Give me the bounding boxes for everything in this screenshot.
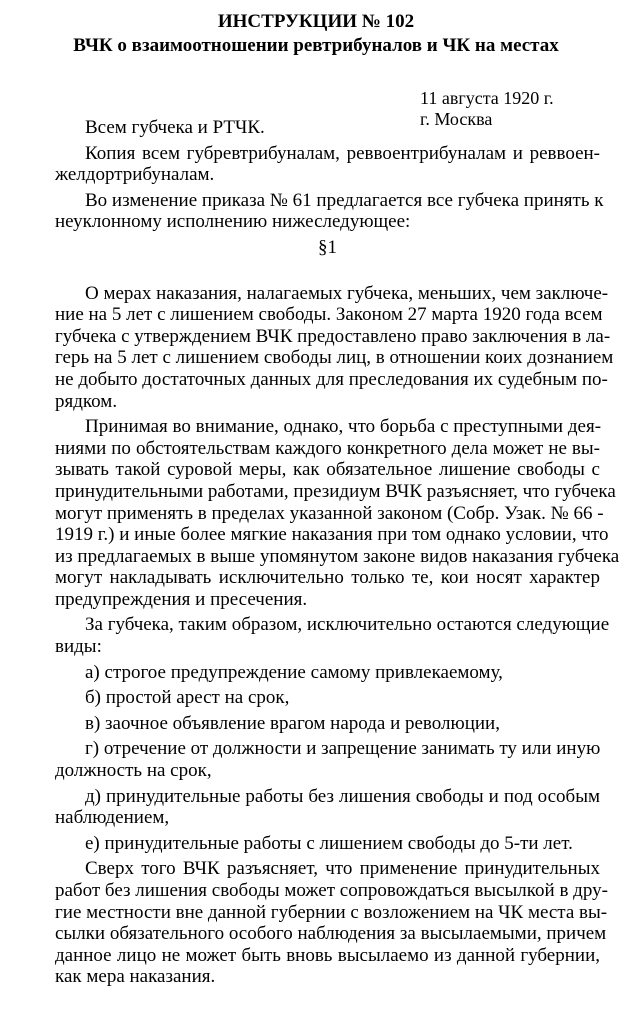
text-line: ние на 5 лет с лишением свободы. Законом 27 марта 1920 года всем	[55, 304, 603, 326]
paragraph	[55, 416, 620, 610]
paragraph	[55, 614, 610, 658]
text-line: ниями по обстоятельствам каждого конкретного дела может не вы-	[55, 437, 600, 459]
paragraph	[55, 833, 600, 855]
text-line: желдортрибуналам.	[55, 164, 215, 186]
text-line: не добыто достаточных данных для преследования их судебным по-	[55, 368, 608, 390]
text-line: Принимая во внимание, однако, что борьба с преступными дея-	[85, 416, 602, 438]
text-line: должность на срок,	[55, 760, 212, 782]
text-line: принудительными работами, президиум ВЧК разъясняет, что губчека	[55, 480, 616, 502]
text-line: неуклонному исполнению нижеследующее:	[55, 211, 411, 233]
paragraph	[55, 282, 614, 413]
text-line: д) принудительные работы без лишения свободы и под особым	[85, 785, 600, 807]
text-line: За губчека, таким образом, исключительно остаются следующие	[85, 614, 610, 636]
paragraph	[55, 189, 604, 233]
text-line: Копия всем губревтрибуналам, реввоентрибуналам и реввоен-	[85, 142, 600, 164]
document-title: ИНСТРУКЦИИ № 102	[217, 11, 415, 32]
text-line: герь на 5 лет с лишением свободы лиц, в отношении коих дознанием	[55, 347, 614, 369]
text-line: работ без лишения свободы может сопровождаться высылкой в дру-	[55, 880, 608, 901]
paragraph	[55, 738, 600, 781]
document-date: 11 августа 1920 г.	[420, 88, 554, 108]
section-heading	[55, 237, 600, 259]
text-line: в) заочное объявление врагом народа и революции,	[85, 712, 500, 734]
text-line: предупреждения и пресечения.	[55, 588, 308, 610]
paragraph	[55, 687, 600, 709]
paragraph	[55, 662, 600, 684]
text-line: г) отречение от должности и запрещение занимать ту или иную	[85, 738, 601, 760]
text-line: Сверх того ВЧК разъясняет, что применение принудительных	[85, 858, 600, 880]
text-line: губчека с утверждением ВЧК предоставлено право заключения в ла-	[55, 325, 611, 347]
text-line: рядком.	[55, 390, 118, 412]
text-line: Всем губчека и РТЧК.	[85, 117, 265, 138]
text-line: могут применять в пределах указанной законом (Собр. Узак. № 66 -	[55, 502, 604, 524]
document-subtitle: ВЧК о взаимоотношении ревтрибуналов и ЧК на местах	[73, 35, 559, 56]
text-line: е) принудительные работы с лишением свободы до 5-ти лет.	[85, 832, 573, 854]
text-line: данное лицо не может быть вновь высылаемо из данной губернии,	[55, 944, 600, 966]
text-line: Во изменение приказа № 61 предлагается все губчека принять к	[85, 189, 604, 211]
text-line: 1919 г.) и иные более мягкие наказания при том однако условии, что	[55, 524, 609, 546]
paragraph	[55, 143, 600, 186]
text-line: наблюдением,	[55, 807, 170, 829]
text-line: а) строгое предупреждение самому привлекаемому,	[85, 661, 503, 683]
text-line: гие местности вне данной губернии с возложением на ЧК места вы-	[55, 901, 608, 923]
text-line: О мерах наказания, налагаемых губчека, меньших, чем заключе-	[85, 282, 609, 304]
document-body	[55, 113, 620, 988]
text-line: сылки обязательного особого наблюдения за высылаемыми, причем	[55, 923, 607, 945]
text-line: могут накладывать исключительно только те, кои носят характер	[55, 567, 600, 589]
text-line: §1	[318, 236, 337, 258]
text-line: как мера наказания.	[55, 966, 216, 988]
document-place: г. Москва	[420, 109, 493, 129]
paragraph	[55, 858, 608, 988]
paragraph	[55, 713, 600, 735]
text-line: б) простой арест на срок,	[85, 687, 290, 709]
paragraph	[55, 117, 600, 139]
text-line: виды:	[55, 636, 102, 658]
text-line: из предлагаемых в выше упомянутом законе видов наказания губчека	[55, 545, 620, 567]
text-line: зывать такой суровой меры, как обязательное лишение свободы с	[55, 459, 600, 481]
paragraph	[55, 786, 600, 829]
